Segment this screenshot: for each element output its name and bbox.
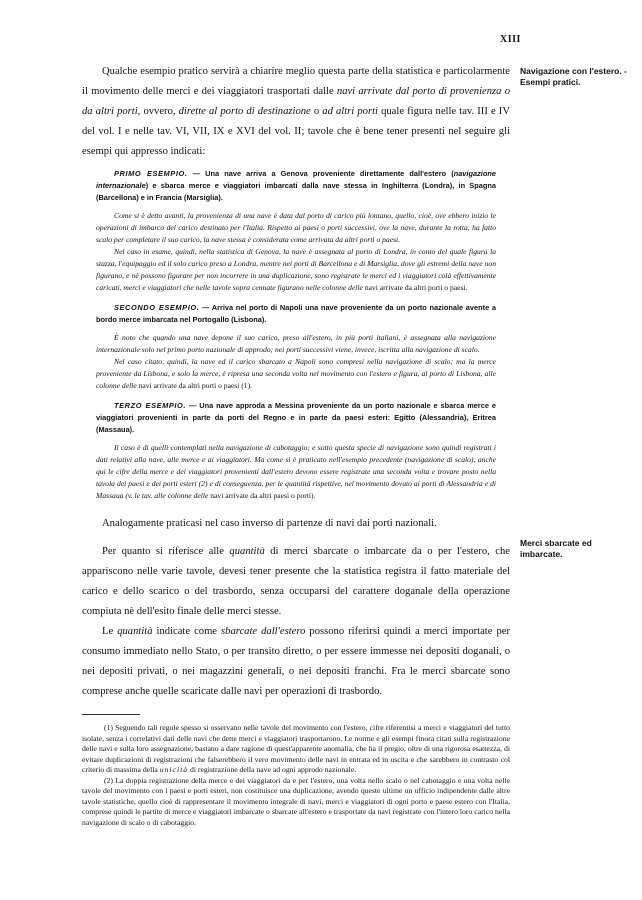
margin-note-navigazione: Navigazione con l'estero. - Esempi pratici.	[520, 66, 627, 87]
footnote-divider	[82, 714, 140, 715]
margin-note-merci: Merci sbarcate ed imbarcate.	[520, 538, 592, 559]
example-2	[82, 302, 510, 392]
main-text	[82, 62, 510, 828]
example-2-heading: SECONDO ESEMPIO. — Arriva nel porto di Napoli una nave proveniente da un porto nazionale avente a bordo merce imbarcata nel Portogallo (Lisbona).	[96, 303, 496, 324]
example-1	[82, 168, 510, 294]
merci-paragraph-1: Per quanto si riferisce alle quantità di merci sbarcate o imbarcate da o per l'estero, che appariscono nelle varie tavole, devesi tener presente che la statistica registra il fatto materiale del carico e dello scarico o del trasbordo, senza occuparsi del carattere doganale della operazione compiuta nè dell'esito finale delle merci stesse.	[82, 546, 510, 617]
example-3	[82, 400, 510, 502]
example-3-heading: TERZO ESEMPIO. — Una nave approda a Messina proveniente da un porto nazionale e sbarca merce e viaggiatori provenienti in parte da porti del Regno e in parte da paesi esteri: Egitto (Alessandria), Eritrea (Massaua).	[96, 401, 496, 434]
example-1-text-1: Come si è detto avanti, la provenienza di una nave è data dal porto di carico più lontano, quello, cioè, ove ebbero inizio le operazioni di imbarco del carico destinato per l'Italia. Rispetto ai paesi o porti successivi, ove la nave, durante la rotta, ha fatto scalo per completare il suo carico, la nave stessa è considerata come arrivata da altri porti o paesi.	[96, 211, 496, 244]
example-1-text-2: Nel caso in esame, quindi, nella statistica di Genova, la nave è assegnata al porto di Londra, in conto del quale figura la stazza, l'equipaggio ed il solo carico preso a Londra, mentre nei porti di Barcellona e di Marsiglia, dove gli estremi della nave non figurano, e nè possono figurare per non incorrere in una duplicazione, sono registrate le merci ed i viaggiatori colà effettivamente caricati, merci e viaggiatori che nelle tavole sopra cennate figurano nelle colonne delle navi arrivate da altri porti o paesi.	[96, 247, 496, 292]
analog-paragraph: Analogamente praticasi nel caso inverso di partenze di navi dai porti nazionali.	[102, 518, 437, 529]
example-1-heading: PRIMO ESEMPIO. — Una nave arriva a Genova proveniente direttamente dall'estero (navigazione internazionale) e sbarca merce e viaggiatori imbarcati dalla nave stessa in Inghilterra (Londra), in Spagna (Barcellona) e in Francia (Marsiglia).	[96, 169, 496, 202]
footnote-1: (1) Seguendo tali regole spesso si osservano nelle tavole del movimento con l'estero, cifre riferentisi a merci e viaggiatori del tutto isolate, senza i correlativi dati delle navi che dette merci e viaggiatori trasportarono. Le norme e gli esempi finora citati sulla registrazione delle navi e sulla loro assegnazione, bastano a dare ragione di quest'apparente anomalia, che ha il pregio, oltre di una rigorosa esattezza, di evitare duplicazioni di registrazioni che falserebbero il vero movimento delle navi in entrata ed in uscita e che sarebbero in contrasto col criterio di massima della unicità di registrazione della nave ad ogni approdo nazionale.	[82, 723, 510, 774]
merci-paragraph-2: Le quantità indicate come sbarcate dall'estero possono riferirsi quindi a merci importate per consumo immediato nello Stato, o per transito diretto, o per essere immesse nei depositi doganali, o nei depositi privati, o nei magazzini generali, o nei depositi franchi. Fra le merci sbarcate sono comprese anche quelle scaricate dalle navi per operazioni di trasbordo.	[82, 626, 510, 697]
example-2-text-2: Nel caso citato, quindi, la nave ed il carico sbarcato a Napoli sono compresi nella navigazione di scalo; ma la merce proveniente da Lisbona, e solo la merce, è ripresa una seconda volta nel movimento con l'estero e figura, al porto di Lisbona, alle colonne delle navi arrivate da altri porti o paesi (1).	[96, 357, 496, 390]
page-number: XIII	[500, 34, 521, 45]
intro-paragraph: Qualche esempio pratico servirà a chiarire meglio questa parte della statistica e particolarmente il movimento delle merci e dei viaggiatori trasportati dalle navi arrivate dal porto di provenienza o da altri porti, ovvero, dirette al porto di destinazione o ad altri porti quale figura nelle tav. III e IV del vol. I e nelle tav. VI, VII, IX e XVI del vol. II; tavole che è bene tener presenti nel seguire gli esempi qui appresso indicati:	[82, 66, 510, 157]
example-3-text-1: Il caso è di quelli contemplati nella navigazione di cabotaggio; e sotto questa specie di navigazione sono quindi registrati i dati relativi alla nave, alle merce e ai viaggiatori. Ma come si è praticato nell'esempio precedente (navigazione di scalo), anche qui le cifre della merce e dei viaggiatori provenienti dall'estero devono essere registrate una seconda volta e trovare posto nella tavola dei paesi e dei porti esteri (2) e di conseguenza, per le quantità rispettive, nel movimento dovuto ai porti di Alessandria e di Massaua (v. le tav. alle colonne delle navi arrivate da altri paesi o porti).	[96, 443, 496, 500]
example-2-text-1: È noto che quando una nave depone il suo carico, preso all'estero, in più porti italiani, è assegnata alla navigazione internazionale solo nel primo porto nazionale di approdo; nei porti successivi viene, invece, iscritta alla navigazione di scalo.	[96, 333, 496, 354]
footnote-2: (2) La doppia registrazione della merce e dei viaggiatori da e per l'estero, una volta nello scalo o nel cabotaggio e una volta nelle tavole del movimento con i paesi e porti esteri, non costituisce una duplicazione, avendo queste ultime un ufficio indipendente dalle altre tavole statistiche, quello cioè di rappresentare il movimento integrale di navi, merci e viaggiatori di ogni porto e paese estero con l'Italia, comprese quindi le partite di merce e viaggiatori imbarcate o sbarcate all'estero e trasportate da navi registrate con l'intero loro carico nella navigazione di scalo o di cabotaggio.	[82, 775, 510, 827]
